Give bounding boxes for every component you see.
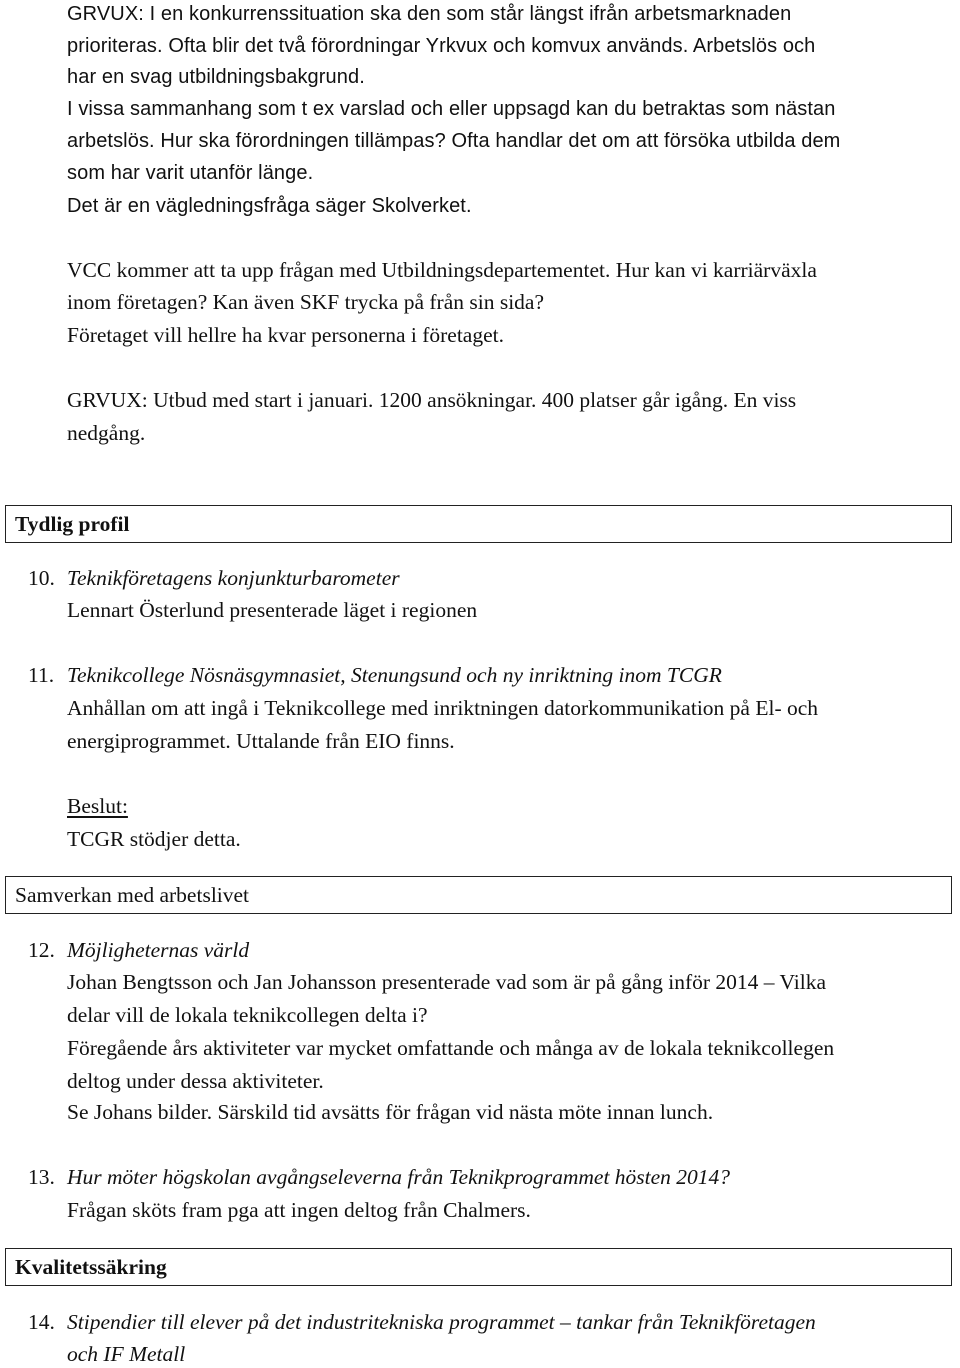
item-title: Teknikcollege Nösnäsgymnasiet, Stenungsund och ny inriktning inom TCGR <box>67 663 722 687</box>
item-number: 13. <box>28 1165 55 1189</box>
vcc-line: Företaget vill hellre ha kvar personerna i företaget. <box>67 323 504 347</box>
item-number: 10. <box>28 566 55 590</box>
item-text: energiprogrammet. Uttalande från EIO finns. <box>67 729 455 753</box>
section-heading-kvalitetssakring <box>5 1248 952 1286</box>
item-title: Stipendier till elever på det industritekniska programmet – tankar från Teknikföretagen <box>67 1310 816 1334</box>
intro-line: GRVUX: I en konkurrenssituation ska den som står längst ifrån arbetsmarknaden <box>67 3 792 25</box>
item-text: Johan Bengtsson och Jan Johansson presenterade vad som är på gång inför 2014 – Vilka <box>67 970 827 994</box>
item-title: Hur möter högskolan avgångseleverna från Teknikprogrammet hösten 2014? <box>67 1165 731 1189</box>
section-heading-text: Tydlig profil <box>15 512 130 536</box>
intro-line: prioriteras. Ofta blir det två förordningar Yrkvux och komvux används. Arbetslös och <box>67 35 816 57</box>
item-title: Möjligheternas värld <box>67 938 250 962</box>
item-text: delar vill de lokala teknikcollegen delta i? <box>67 1003 428 1027</box>
grvux-line: nedgång. <box>67 421 146 445</box>
intro-line: Det är en vägledningsfråga säger Skolverket. <box>67 195 472 217</box>
intro-line: som har varit utanför länge. <box>67 162 314 184</box>
intro-line: arbetslös. Hur ska förordningen tillämpas? Ofta handlar det om att försöka utbilda dem <box>67 130 841 152</box>
item-text: Se Johans bilder. Särskild tid avsätts för frågan vid nästa möte innan lunch. <box>67 1100 714 1124</box>
intro-line: har en svag utbildningsbakgrund. <box>67 66 365 88</box>
item-number: 12. <box>28 938 55 962</box>
item-text: Föregående års aktiviteter var mycket omfattande och många av de lokala teknikcollegen <box>67 1036 835 1060</box>
item-title: Teknikföretagens konjunkturbarometer <box>67 566 400 590</box>
vcc-line: VCC kommer att ta upp frågan med Utbildningsdepartementet. Hur kan vi karriärväxla <box>67 258 817 282</box>
decision-label: Beslut: <box>67 794 128 818</box>
item-text: Frågan sköts fram pga att ingen deltog från Chalmers. <box>67 1198 531 1222</box>
section-heading-text: Samverkan med arbetslivet <box>15 883 250 907</box>
decision-text: TCGR stödjer detta. <box>67 827 241 851</box>
section-heading-samverkan <box>5 876 952 914</box>
item-text: Anhållan om att ingå i Teknikcollege med inriktningen datorkommunikation på El- och <box>67 696 819 720</box>
item-text: Lennart Österlund presenterade läget i regionen <box>67 598 478 622</box>
item-title: och IF Metall <box>67 1342 186 1366</box>
section-heading-tydlig-profil <box>5 505 952 543</box>
grvux-line: GRVUX: Utbud med start i januari. 1200 ansökningar. 400 platser går igång. En viss <box>67 388 797 412</box>
vcc-line: inom företagen? Kan även SKF trycka på från sin sida? <box>67 290 545 314</box>
intro-line: I vissa sammanhang som t ex varslad och eller uppsagd kan du betraktas som nästan <box>67 98 836 120</box>
item-number: 14. <box>28 1310 55 1334</box>
item-text: deltog under dessa aktiviteter. <box>67 1069 324 1093</box>
section-heading-text: Kvalitetssäkring <box>15 1255 167 1279</box>
item-number: 11. <box>28 663 55 687</box>
